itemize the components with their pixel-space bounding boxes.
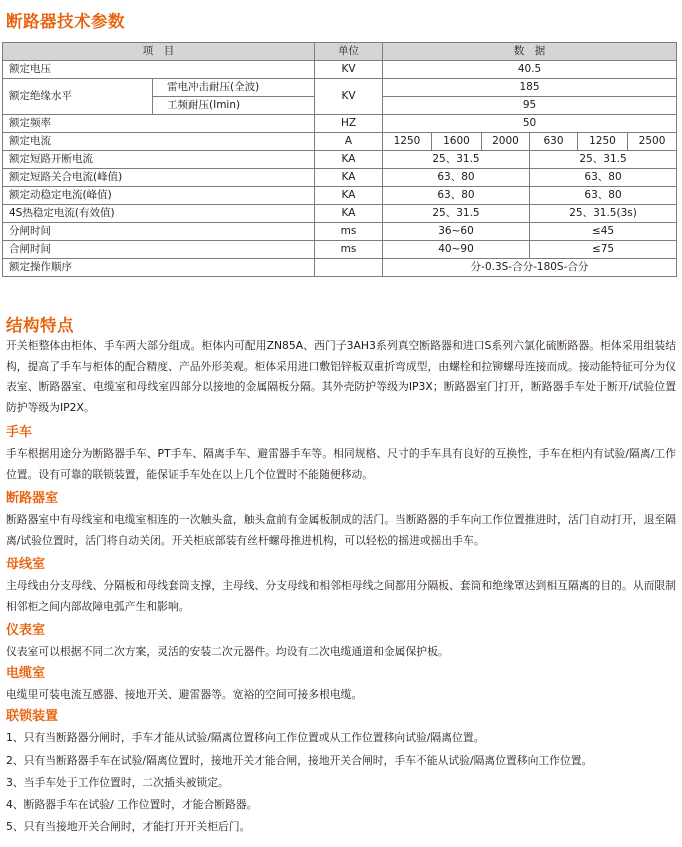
table-row bbox=[3, 133, 677, 151]
row-unit: HZ bbox=[315, 115, 383, 133]
section-text-busbar-room: 主母线由分支母线、分隔板和母线套筒支撑，主母线、分支母线和相邻柜母线之间都用分隔板、套筒和绝缘罩达到相互隔离的目的。从而限制相邻柜之间内部故障电弧产生和影响。 bbox=[6, 579, 676, 613]
row-value: 630 bbox=[530, 133, 578, 151]
section-title-busbar-room: 母线室 bbox=[6, 557, 46, 572]
row-name: 额定电压 bbox=[3, 61, 315, 79]
row-unit: KA bbox=[315, 151, 383, 169]
row-value: 95 bbox=[383, 97, 677, 115]
table-row bbox=[3, 79, 677, 97]
row-value-left: 63、80 bbox=[383, 187, 530, 205]
table-row bbox=[3, 187, 677, 205]
row-value-left: 40~90 bbox=[383, 241, 530, 259]
interlock-item: 4、断路器手车在试验/ 工作位置时，才能合断路器。 bbox=[6, 798, 258, 811]
table-row bbox=[3, 169, 677, 187]
table-row bbox=[3, 115, 677, 133]
row-name: 额定频率 bbox=[3, 115, 315, 133]
interlock-item: 1、只有当断路器分闸时，手车才能从试验/隔离位置移向工作位置或从工作位置移向试验/隔离位置。 bbox=[6, 731, 485, 744]
structure-intro: 开关柜整体由柜体、手车两大部分组成。柜体内可配用ZN85A、西门子3AH3系列真空断路器和进口S系列六氯化硫断路器。柜体采用组装结构，提高了手车与柜体的配合精度、产品外形美观。柜体采用进口敷铝锌板双重折弯成型，由螺栓和拉铆螺母连接而成。接动能特征可分为仪表室、断路器室、电缆室和母线室四部分以接地的金属隔板分隔。其外壳防护等级为IP3X；断路器室门打开，断路器手车处于断开/试验位置防护等级为IP2X。 bbox=[6, 339, 676, 414]
table-header-row bbox=[3, 43, 677, 61]
interlock-item: 3、当手车处于工作位置时，二次插头被锁定。 bbox=[6, 776, 229, 789]
table-row bbox=[3, 241, 677, 259]
row-unit: ms bbox=[315, 223, 383, 241]
row-name: 额定短路开断电流 bbox=[3, 151, 315, 169]
interlock-item: 5、只有当接地开关合闸时，才能打开开关柜后门。 bbox=[6, 820, 251, 833]
table-row bbox=[3, 223, 677, 241]
row-value: 2000 bbox=[482, 133, 530, 151]
row-unit: KA bbox=[315, 205, 383, 223]
section-title-breaker-room: 断路器室 bbox=[6, 491, 59, 506]
section-text-instrument-room: 仪表室可以根据不同二次方案，灵活的安装二次元器件。均设有二次电缆通道和金属保护板。 bbox=[6, 645, 449, 658]
structure-title: 结构特点 bbox=[6, 316, 74, 335]
header-unit: 单位 bbox=[315, 43, 383, 61]
row-name: 额定绝缘水平 bbox=[3, 79, 153, 115]
spec-table bbox=[2, 42, 677, 277]
table-row bbox=[3, 61, 677, 79]
row-name: 分闸时间 bbox=[3, 223, 315, 241]
row-value-right: ≤75 bbox=[530, 241, 677, 259]
row-value-right: ≤45 bbox=[530, 223, 677, 241]
row-value-right: 63、80 bbox=[530, 187, 677, 205]
row-unit: KV bbox=[315, 79, 383, 115]
row-value: 185 bbox=[383, 79, 677, 97]
section-text-handcart: 手车根据用途分为断路器手车、PT手车、隔离手车、避雷器手车等。相同规格、尺寸的手车具有良好的互换性，手车在柜内有试验/隔离/工作位置。设有可靠的联锁装置，能保证手车处在以上几个位置时不能随便移动。 bbox=[6, 447, 676, 481]
row-subname: 雷电冲击耐压(全波) bbox=[153, 79, 315, 97]
header-data: 数 据 bbox=[383, 43, 677, 61]
interlock-item: 2、只有当断路器手车在试验/隔离位置时，接地开关才能合闸，接地开关合闸时，手车不能从试验/隔离位置移向工作位置。 bbox=[6, 754, 593, 767]
table-row bbox=[3, 259, 677, 277]
row-value-left: 25、31.5 bbox=[383, 205, 530, 223]
row-name: 4S热稳定电流(有效值) bbox=[3, 205, 315, 223]
section-title-cable-room: 电缆室 bbox=[6, 666, 46, 681]
spec-title: 断路器技术参数 bbox=[6, 12, 125, 31]
row-unit: KA bbox=[315, 187, 383, 205]
row-value: 2500 bbox=[628, 133, 677, 151]
section-title-interlock: 联锁装置 bbox=[6, 709, 59, 724]
row-value-left: 25、31.5 bbox=[383, 151, 530, 169]
row-unit: A bbox=[315, 133, 383, 151]
row-value-right: 63、80 bbox=[530, 169, 677, 187]
row-value-left: 36~60 bbox=[383, 223, 530, 241]
row-name: 额定操作顺序 bbox=[3, 259, 315, 277]
row-unit: ms bbox=[315, 241, 383, 259]
row-unit: KA bbox=[315, 169, 383, 187]
row-value: 分-0.3S-合分-180S-合分 bbox=[383, 259, 677, 277]
row-value-right: 25、31.5(3s) bbox=[530, 205, 677, 223]
header-item: 项 目 bbox=[3, 43, 315, 61]
row-subname: 工频耐压(Imin) bbox=[153, 97, 315, 115]
table-row bbox=[3, 151, 677, 169]
table-row bbox=[3, 205, 677, 223]
section-text-cable-room: 电缆里可装电流互感器、接地开关、避雷器等。宽裕的空间可接多根电缆。 bbox=[6, 688, 363, 701]
row-value: 40.5 bbox=[383, 61, 677, 79]
row-value-right: 25、31.5 bbox=[530, 151, 677, 169]
row-name: 额定电流 bbox=[3, 133, 315, 151]
row-value: 1600 bbox=[432, 133, 482, 151]
row-name: 额定短路关合电流(峰值) bbox=[3, 169, 315, 187]
row-name: 合闸时间 bbox=[3, 241, 315, 259]
row-name: 额定动稳定电流(峰值) bbox=[3, 187, 315, 205]
section-title-handcart: 手车 bbox=[6, 425, 33, 440]
row-value: 50 bbox=[383, 115, 677, 133]
section-text-breaker-room: 断路器室中有母线室和电缆室相连的一次触头盒，触头盒前有金属板制成的活门。当断路器的手车向工作位置推进时，活门自动打开，退至隔离/试验位置时，活门将自动关闭。开关柜底部装有丝杆螺母推进机构，可以轻松的摇进或摇出手车。 bbox=[6, 513, 676, 547]
row-value-left: 63、80 bbox=[383, 169, 530, 187]
row-unit bbox=[315, 259, 383, 277]
row-value: 1250 bbox=[383, 133, 432, 151]
row-value: 1250 bbox=[578, 133, 628, 151]
row-unit: KV bbox=[315, 61, 383, 79]
section-title-instrument-room: 仪表室 bbox=[6, 623, 46, 638]
